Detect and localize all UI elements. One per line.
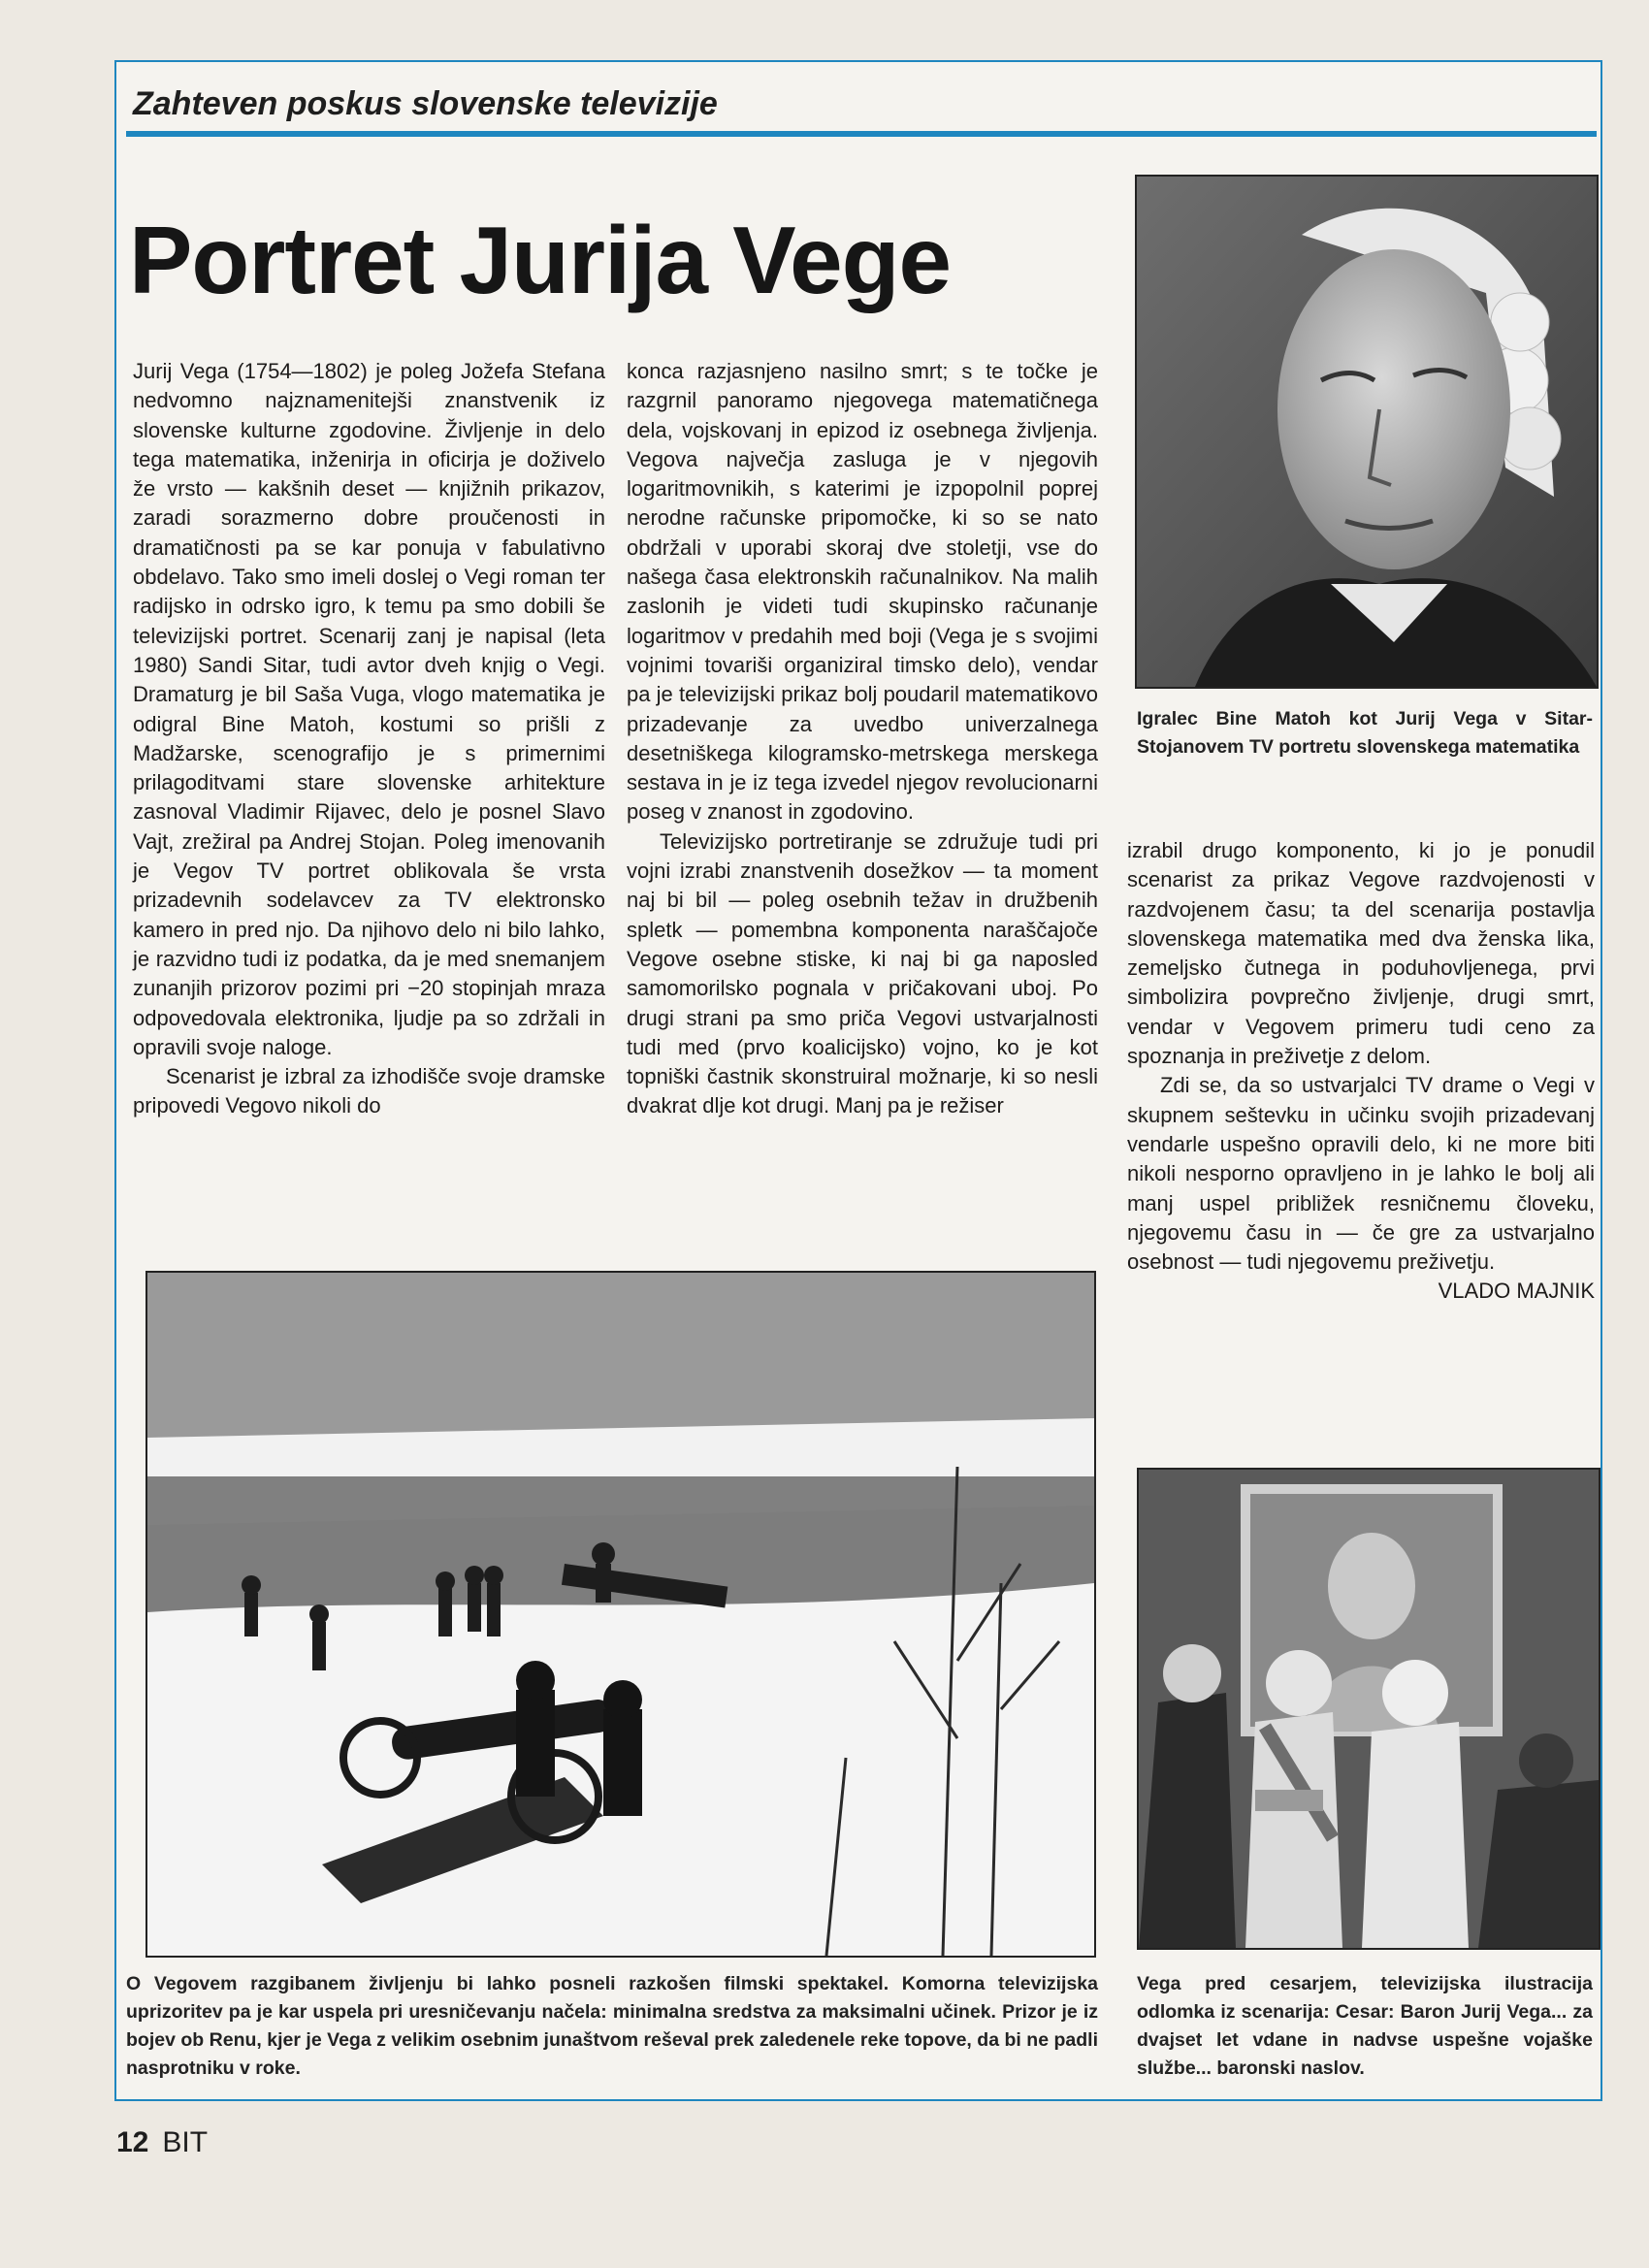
portrait-photo [1135, 175, 1599, 689]
river-scene-illustration [147, 1273, 1094, 1956]
emperor-scene-illustration [1139, 1470, 1599, 1948]
paragraph: Televizijsko portretiranje se združuje tudi pri vojni izrabi znanstvenih dosežkov — ta moment naj bi bil — poleg osebnih težav in družbenih spletk — pomembna komponenta naraščajoče Vegove osebne stiske, ki naj bi ga naposled samomorilsko pognala v pričakovani uboj. Po drugi strani pa smo priča Vegovi ustvarjalnosti tudi med (prvo koalicijsko) vojno, ko je kot topniški častnik skonstruiral možnarje, ki so nesli dvakrat dlje kot drugi. Manj pa je režiser [627, 828, 1098, 1118]
kicker: Zahteven poskus slovenske televizije [133, 85, 718, 122]
header-rule [126, 131, 1597, 137]
magazine-name: BIT [162, 2126, 209, 2158]
article-column-2 [627, 357, 1098, 1121]
portrait-caption: Igralec Bine Matoh kot Jurij Vega v Sitar-Stojanovem TV portretu slovenskega matematika [1137, 708, 1593, 758]
author-signature: VLADO MAJNIK [1438, 1279, 1595, 1304]
portrait-illustration [1137, 177, 1597, 687]
paragraph: Jurij Vega (1754—1802) je poleg Jožefa Stefana nedvomno najznamenitejši znanstvenik iz slovenske kulturne zgodovine. Življenje in delo tega matematika, inženirja in oficirja je doživelo že vrsto — kakšnih deset — knjižnih prikazov, zaradi sorazmerno dobre proučenosti in dramatičnosti pa se kar ponuja v fabulativno obdelavo. Tako smo imeli doslej o Vegi roman ter radijsko in odrsko igro, k temu pa smo dobili še televizijski portret. Scenarij zanj je napisal (leta 1980) Sandi Sitar, tudi avtor dveh knjig o Vegi. Dramaturg je bil Saša Vuga, vlogo matematika je odigral Bine Matoh, kostumi so prišli z Madžarske, scenografijo je s primernimi prilagoditvami stare slovenske arhitekture zasnoval Vladimir Rijavec, delo je posnel Slavo Vajt, zrežiral pa Andrej Stojan. Poleg imenovanih je Vegov TV portret oblikovala še vrsta prizadevnih sodelavcev za TV elektronsko kamero in pred njo. Da njihovo delo ni bilo lahko, je razvidno tudi iz podatka, da je med snemanjem zunanjih prizorov pozimi pri −20 stopinjah mraza odpovedovala elektronika, ljudje pa so zdržali in opravili svoje naloge. [133, 359, 605, 1059]
page-number: 12 [116, 2126, 149, 2158]
headline: Portret Jurija Vege [129, 207, 952, 313]
paragraph: konca razjasnjeno nasilno smrt; s te točke je razgrnil panoramo njegovega matematičnega dela, vojskovanj in epizod iz osebnega življenja. Vegova največja zasluga je v njegovih logaritmovnikih, s katerimi je izpopolnil poprej nerodne računske pripomočke, ki so se nato obdržali v uporabi skoraj dve stoletji, vse do našega časa elektronskih računalnikov. Na malih zaslonih je videti tudi skupinsko računanje logaritmov v predahih med boji (Vega je s svojimi vojnimi tovariši organiziral timsko delo), vendar pa je televizijski prikaz bolj poudaril matematikovo prizadevanje za uvedbo univerzalnega desetniškega kilogramsko-metrskega merskega sestava in je iz tega izvedel njegov revolucionarni poseg v znanost in zgodovino. [627, 359, 1098, 825]
page-folio [116, 2126, 208, 2159]
article-column-3 [1127, 836, 1595, 1304]
river-scene-photo [146, 1271, 1096, 1958]
emperor-scene-photo [1137, 1468, 1600, 1950]
paragraph: Zdi se, da so ustvarjalci TV drame o Vegi v skupnem seštevku in učinku svojih prizadevanj vendarle uspešno opravili delo, ki ne more biti nikoli nesporno opravljeno in je lahko le bolj ali manj uspel približek resničnemu človeku, njegovemu času in — če gre za ustvarjalno osebnost — tudi njegovemu preživetju. [1127, 1073, 1595, 1275]
emperor-caption: Vega pred cesarjem, televizijska ilustracija odlomka iz scenarija: Cesar: Baron Jurij Vega... za dvajset let vdane in nadvse uspešne vojaške službe... baronski naslov. [1137, 1973, 1593, 2079]
river-caption: O Vegovem razgibanem življenju bi lahko posneli razkošen filmski spektakel. Komorna televizijska uprizoritev pa je kar uspela pri uresničevanju načela: minimalna sredstva za maksimalni učinek. Prizor je iz bojev ob Renu, kjer je Vega z velikim osebnim junaštvom reševal prek zaledenele reke topove, da bi ne padli nasprotniku v roke. [126, 1973, 1098, 2079]
paragraph: Scenarist je izbral za izhodišče svoje dramske pripovedi Vegovo nikoli do [133, 1064, 605, 1118]
paragraph: izrabil drugo komponento, ki jo je ponudil scenarist za prikaz Vegove razdvojenosti v razdvojenem času; ta del scenarija postavlja slovenskega matematika med dva ženska lika, zemeljsko čutnega in poduhovljenega, prvi simbolizira povprečno življenje, drugi smrt, vendar v Vegovem primeru tudi ceno za spoznanja in preživetje z delom. [1127, 838, 1595, 1069]
article-column-1 [133, 357, 605, 1121]
